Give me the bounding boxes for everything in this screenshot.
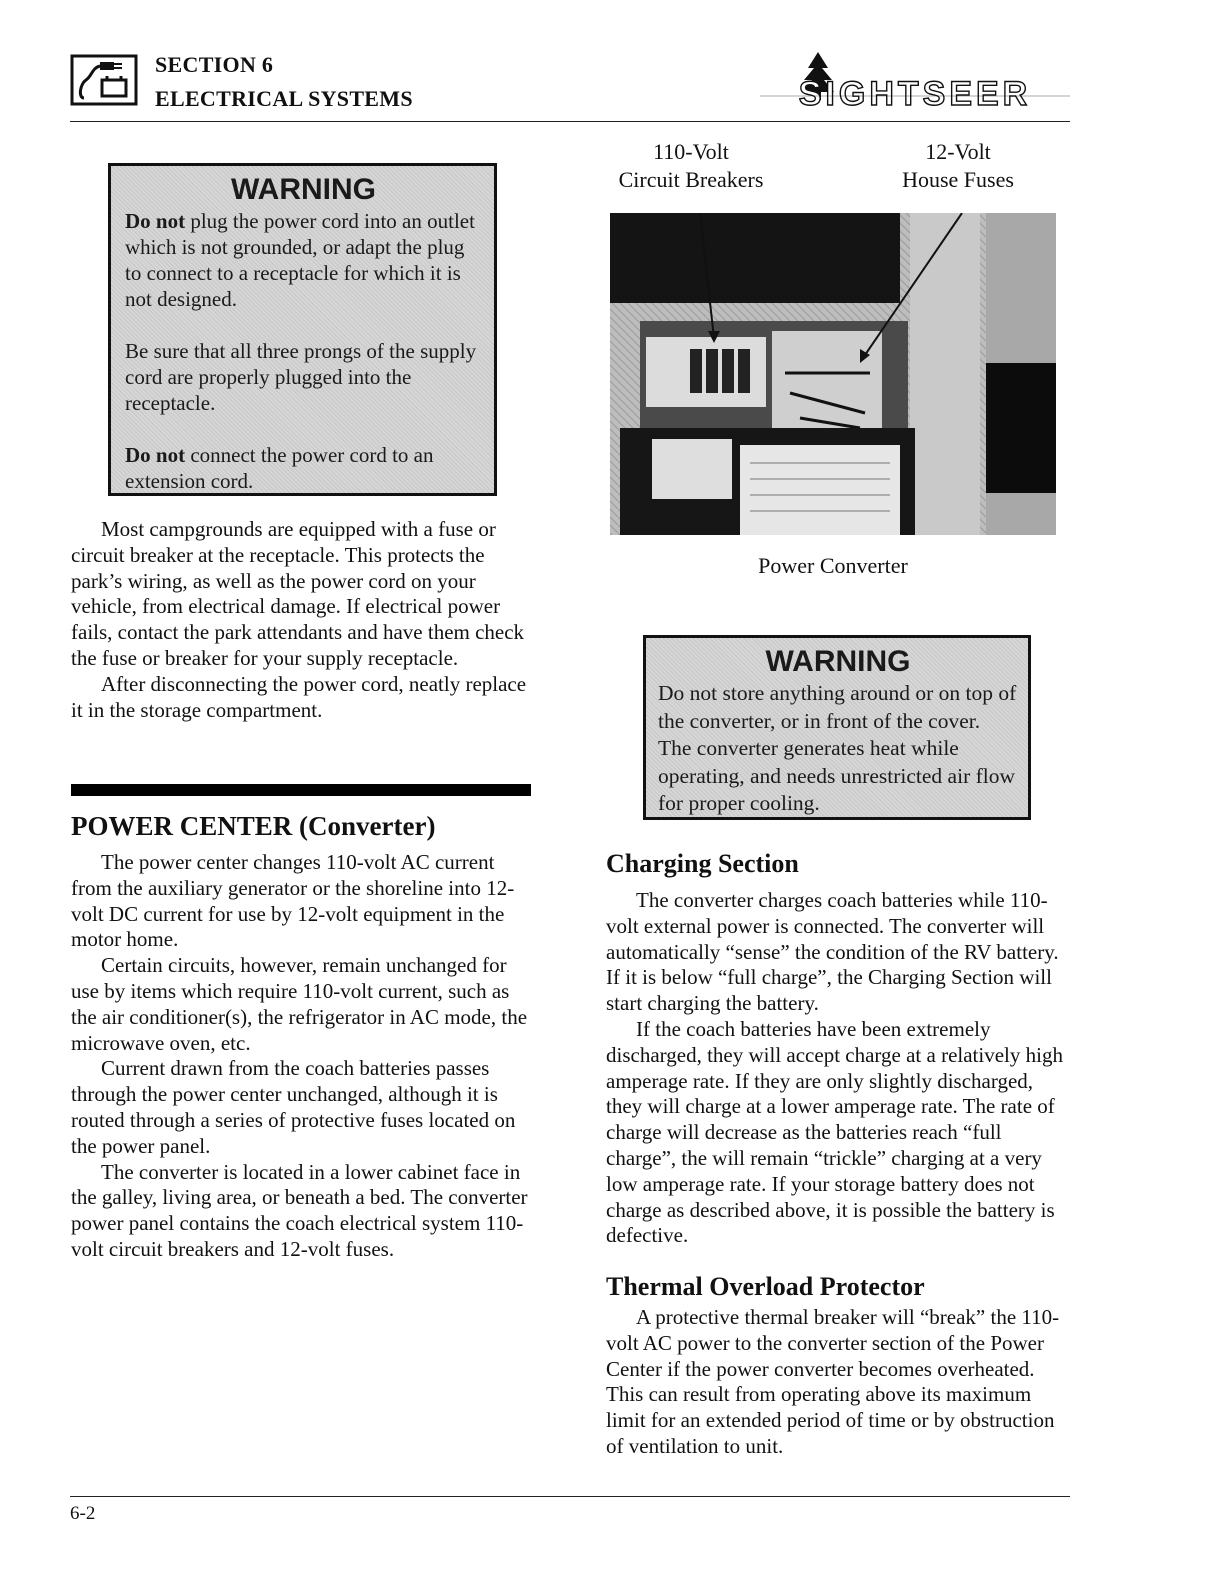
label-circuit-breakers: 110-Volt Circuit Breakers	[618, 139, 764, 192]
paragraph: After disconnecting the power cord, neatly replace it in the storage compartment.	[71, 671, 527, 722]
paragraph: The converter is located in a lower cabinet face in the galley, living area, or beneath a bed. The converter power panel contains the coach electrical system 110-volt circuit breakers and 12-volt fuses.	[71, 1159, 528, 1261]
power-converter-photo	[610, 213, 1056, 535]
page-number: 6-2	[70, 1503, 96, 1524]
svg-text:SIGHTSEER: SIGHTSEER	[798, 75, 1032, 112]
section-heading	[155, 48, 413, 116]
paragraph: The power center changes 110-volt AC current from the auxiliary generator or the shoreline into 12-volt DC current for use by 12-volt equipment in the motor home.	[71, 850, 515, 952]
intro-text	[71, 517, 533, 723]
label-house-fuses: 12-Volt House Fuses	[902, 139, 1014, 192]
warning-paragraph-grounding: Do not plug the power cord into an outlet which is not grounded, or adapt the plug to connect to a receptacle for which it is not designed.	[125, 209, 475, 311]
section-number: SECTION 6	[155, 52, 274, 77]
section-divider-bar	[71, 784, 531, 796]
section-title: ELECTRICAL SYSTEMS	[155, 86, 413, 111]
warning-paragraph-prongs: Be sure that all three prongs of the supply cord are properly plugged into the receptacle.	[125, 339, 477, 415]
charging-section-heading: Charging Section	[606, 849, 799, 878]
warning-paragraph-extension: Do not connect the power cord to an extension cord.	[125, 443, 434, 493]
footer-rule	[70, 1496, 1070, 1497]
warning-box-power-cord	[108, 163, 497, 496]
paragraph: Current drawn from the coach batteries passes through the power center unchanged, although it is routed through a series of protective fuses located on the power panel.	[71, 1056, 516, 1158]
power-center-text	[71, 850, 533, 1263]
paragraph: If the coach batteries have been extremely discharged, they will accept charge at a relatively high amperage rate. If they are only slightly discharged, they will charge at a lower amperage rate. The rate of charge will decrease as the batteries reach “full charge”, the will remain “trickle” charging at a very low amperage rate. If your storage battery does not charge as described above, it is possible the battery is defective.	[606, 1016, 1063, 1248]
paragraph: Certain circuits, however, remain unchanged for use by items which require 110-volt current, such as the air conditioner(s), the refrigerator in AC mode, the microwave oven, etc.	[71, 953, 528, 1055]
thermal-overload-text	[606, 1305, 1068, 1460]
warning-paragraph-converter: Do not store anything around or on top of the converter, or in front of the cover. The converter generates heat while operating, and needs unrestricted air flow for proper cooling.	[658, 681, 1017, 815]
electrical-plug-battery-icon	[70, 54, 138, 106]
charging-section-text	[606, 888, 1068, 1249]
sightseer-logo	[760, 48, 1070, 112]
warning-title: WARNING	[765, 645, 911, 678]
power-center-heading: POWER CENTER (Converter)	[71, 811, 436, 841]
header-rule	[70, 121, 1070, 122]
paragraph: Most campgrounds are equipped with a fuse or circuit breaker at the receptacle. This protects the park’s wiring, as well as the power cord on your vehicle, from electrical damage. If electrical power fails, contact the park attendants and have them check the fuse or breaker for your supply receptacle.	[71, 517, 525, 670]
photo-caption: Power Converter	[758, 553, 908, 578]
warning-title: WARNING	[231, 173, 376, 206]
paragraph: The converter charges coach batteries while 110-volt external power is connected. The converter will automatically “sense” the condition of the RV battery. If it is below “full charge”, the Charging Section will start charging the battery.	[606, 888, 1059, 1016]
thermal-overload-heading: Thermal Overload Protector	[606, 1272, 925, 1301]
warning-box-converter	[643, 635, 1031, 820]
paragraph: A protective thermal breaker will “break” the 110-volt AC power to the converter section of the Power Center if the power converter becomes overheated. This can result from operating above its maximum limit for an extended period of time or by obstruction of ventilation to unit.	[606, 1305, 1060, 1458]
